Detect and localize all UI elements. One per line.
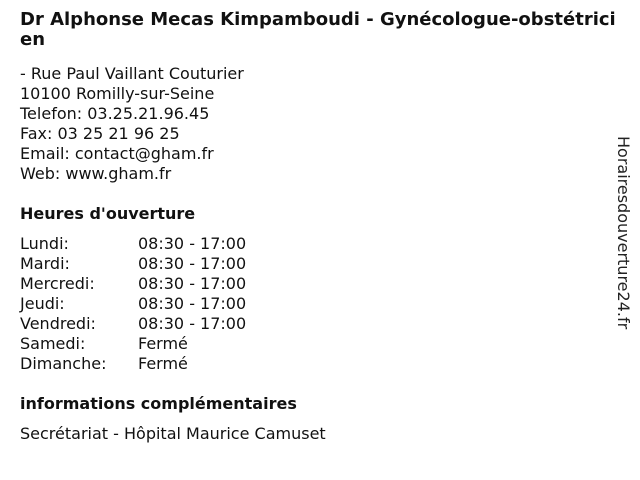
site-watermark: Horairesdouverture24.fr [614,136,633,330]
opening-time: Fermé [138,354,188,373]
opening-time: 08:30 - 17:00 [138,274,247,293]
day-label: Mardi: [20,254,70,273]
website: Web: www.gham.fr [20,164,172,183]
street-address: - Rue Paul Vaillant Couturier [20,64,244,83]
day-label: Mercredi: [20,274,95,293]
info-text: Secrétariat - Hôpital Maurice Camuset [20,424,326,443]
info-heading: informations complémentaires [20,394,297,413]
day-label: Vendredi: [20,314,96,333]
day-label: Dimanche: [20,354,107,373]
opening-time: Fermé [138,334,188,353]
city-postal-code: 10100 Romilly-sur-Seine [20,84,215,103]
fax-number: Fax: 03 25 21 96 25 [20,124,180,143]
opening-time: 08:30 - 17:00 [138,254,247,273]
phone-number: Telefon: 03.25.21.96.45 [20,104,210,123]
day-label: Samedi: [20,334,86,353]
email-address: Email: contact@gham.fr [20,144,214,163]
day-label: Jeudi: [20,294,65,313]
opening-time: 08:30 - 17:00 [138,234,247,253]
opening-time: 08:30 - 17:00 [138,294,247,313]
page-title: Dr Alphonse Mecas Kimpamboudi - Gynécologue-obstétricien [20,9,616,50]
hours-heading: Heures d'ouverture [20,204,196,223]
opening-time: 08:30 - 17:00 [138,314,247,333]
contact-block [20,64,244,184]
day-label: Lundi: [20,234,69,253]
